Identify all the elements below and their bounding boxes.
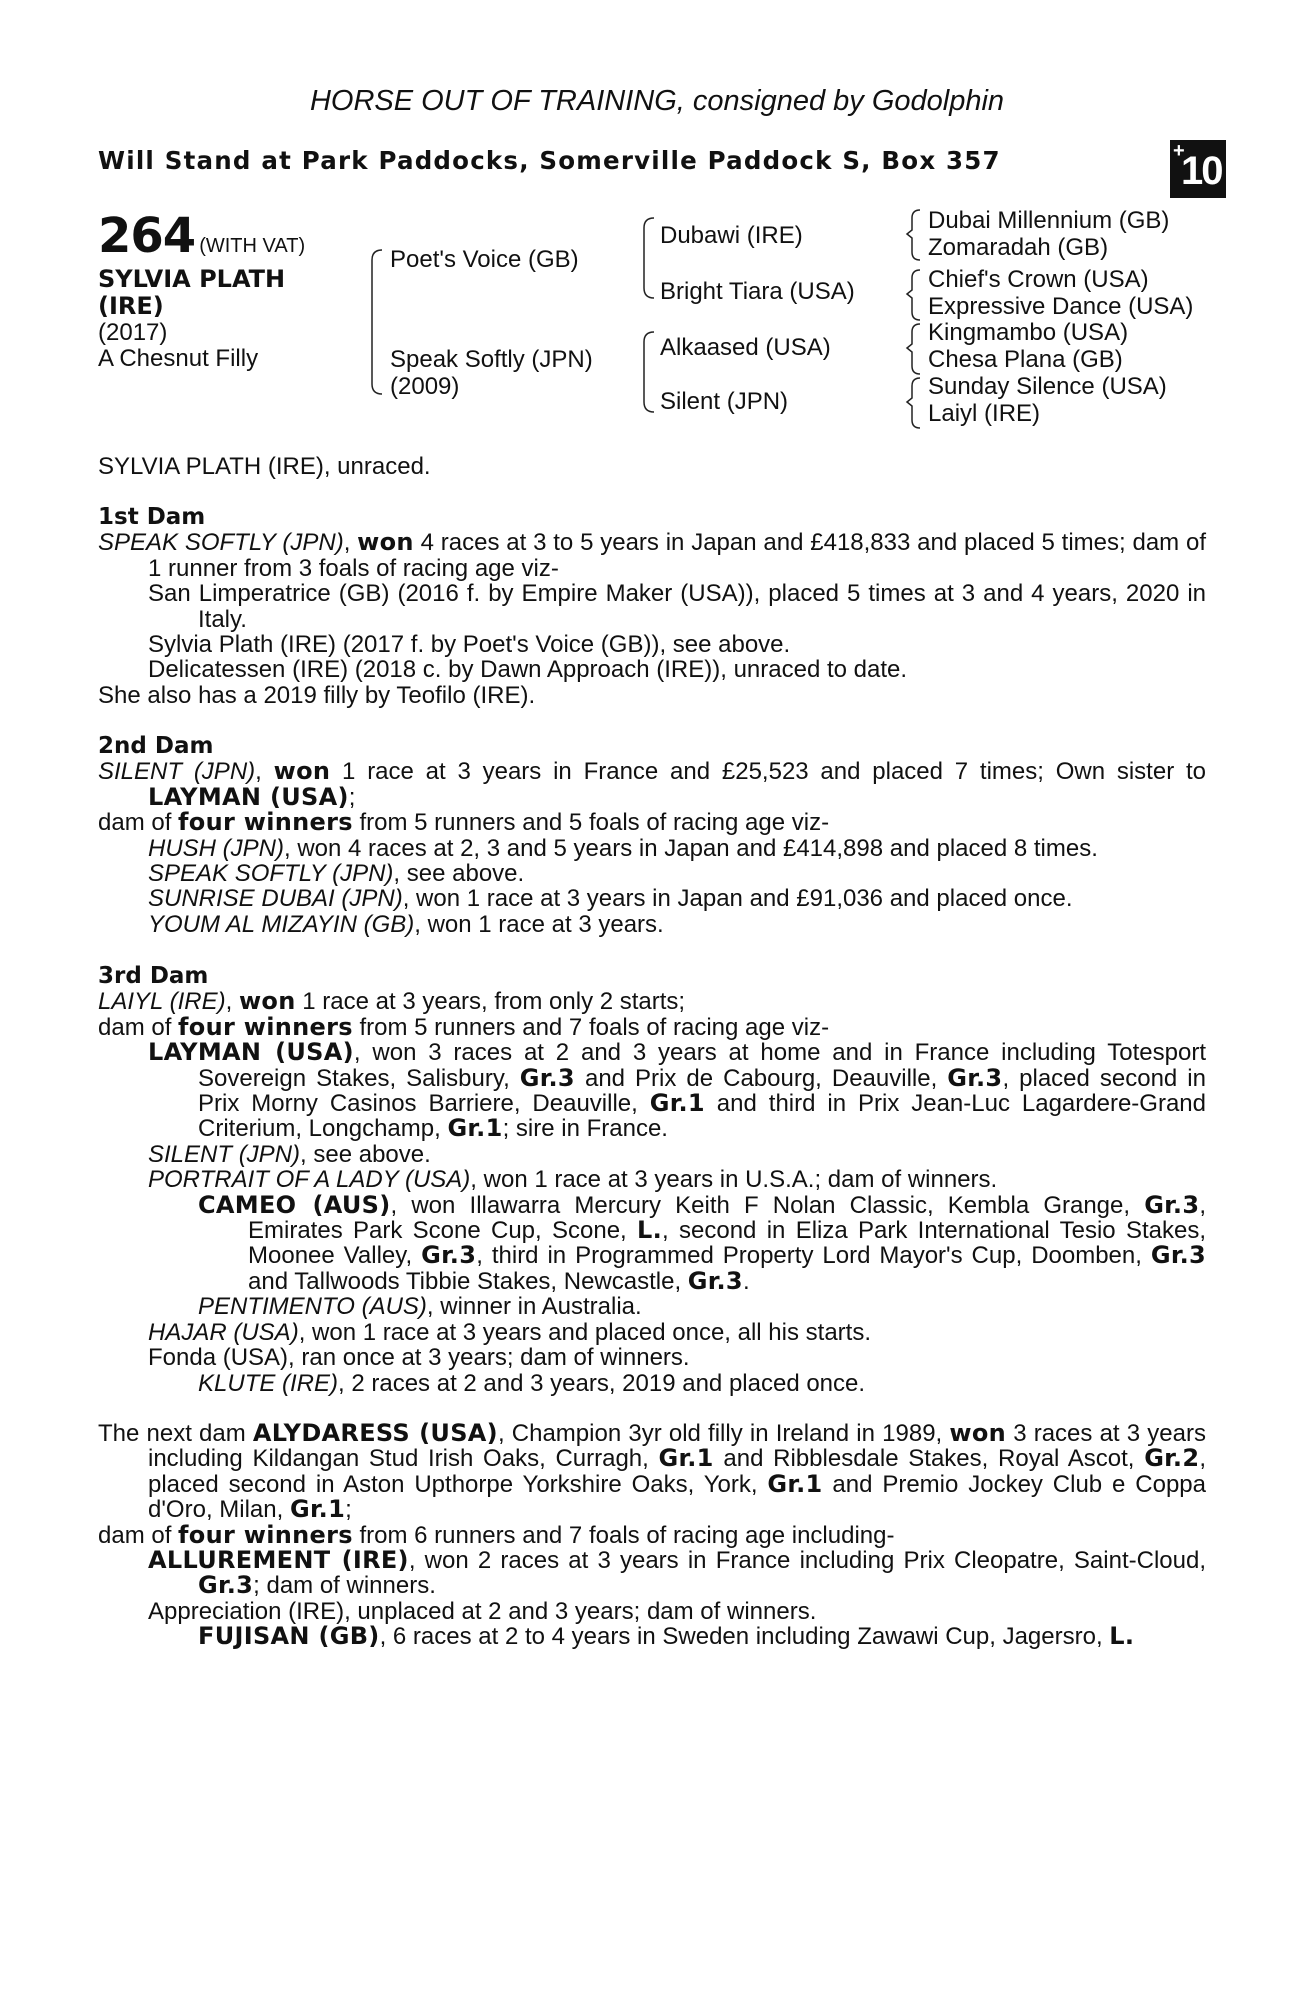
horse-description: A Chesnut Filly (98, 345, 259, 372)
grandsire-line-5: Kingmambo (USA) (928, 319, 1129, 346)
dam-sire: Alkaased (USA) (660, 334, 831, 361)
progeny-item: SILENT (JPN), see above. (148, 1140, 431, 1168)
dam-line-bracket (640, 330, 660, 414)
progeny-item: LAYMAN (USA), won 3 races at 2 and 3 years at home and in France including Totesport Sovereign Stakes, Salisbury, Gr.3 and Prix de Cabourg, Deauville, Gr.3, placed second in Prix Morny Casinos Barriere, Deauville, Gr.1 and third in Prix Jean-Luc Lagardere-Grand Criterium, Longchamp, Gr.1; sire in France. (148, 1038, 1207, 1143)
first-dam-record: SPEAK SOFTLY (JPN), won 4 races at 3 to 5 years in Japan and £418,833 and placed 5 times; dam of 1 runner from 3 foals of racing age viz- (98, 528, 1206, 582)
third-dam-produce: dam of four winners from 5 runners and 7 foals of racing age viz- (98, 1012, 830, 1041)
dam-dam: Silent (JPN) (660, 388, 789, 415)
sire-dam: Bright Tiara (USA) (660, 278, 855, 305)
lot-vat: (WITH VAT) (199, 235, 306, 257)
sire: Poet's Voice (GB) (390, 246, 579, 273)
grandsire-line-2: Zomaradah (GB) (928, 234, 1109, 261)
progeny-item: HAJAR (USA), won 1 race at 3 years and placed once, all his starts. (148, 1318, 871, 1346)
stand-location: Will Stand at Park Paddocks, Somerville Paddock S, Box 357 (98, 146, 1001, 175)
next-dam-record: The next dam ALYDARESS (USA), Champion 3yr old filly in Ireland in 1989, won 3 races at 3 years including Kildangan Stud Irish Oaks, Curragh, Gr.1 and Ribblesdale Stakes, Royal Ascot, Gr.2, placed second in Aston Upthorpe Yorkshire Oaks, York, Gr.1 and Premio Jockey Club e Coppa d'Oro, Milan, Gr.1; (98, 1419, 1206, 1524)
second-dam-produce: dam of four winners from 5 runners and 5 foals of racing age viz- (98, 808, 830, 837)
next-dam-section (98, 1421, 1206, 1650)
progeny-item: Delicatessen (IRE) (2018 c. by Dawn Approach (IRE)), unraced to date. (148, 656, 908, 684)
g-bracket-3 (906, 322, 926, 376)
grandsire-line-6: Chesa Plana (GB) (928, 346, 1123, 373)
grandsire-line-3: Chief's Crown (USA) (928, 266, 1149, 293)
progeny-item: Appreciation (IRE), unplaced at 2 and 3 years; dam of winners. (148, 1597, 817, 1625)
third-dam-section (98, 964, 1206, 1396)
lot-number: 264 (98, 208, 196, 264)
progeny-item: Sylvia Plath (IRE) (2017 f. by Poet's Voice (GB)), see above. (148, 631, 791, 659)
second-dam-heading: 2nd Dam (98, 733, 214, 759)
progeny-item: YOUM AL MIZAYIN (GB), won 1 race at 3 years. (148, 910, 664, 938)
dam: Speak Softly (JPN) (390, 346, 593, 373)
dam-year: (2009) (390, 373, 460, 400)
next-dam-produce: dam of four winners from 6 runners and 7 foals of racing age including- (98, 1520, 895, 1549)
first-dam-heading: 1st Dam (98, 504, 206, 530)
sire-line-bracket (640, 216, 660, 300)
grandsire-line-7: Sunday Silence (USA) (928, 373, 1167, 400)
foaling-year: (2017) (98, 319, 168, 346)
progeny-item: SUNRISE DUBAI (JPN), won 1 race at 3 years in Japan and £91,036 and placed once. (148, 885, 1073, 913)
second-dam-record: SILENT (JPN), won 1 race at 3 years in France and £25,523 and placed 7 times; Own sister to LAYMAN (USA); (98, 757, 1206, 811)
sire-sire: Dubawi (IRE) (660, 222, 803, 249)
progeny-item: PENTIMENTO (AUS), winner in Australia. (198, 1293, 642, 1321)
race-summary: SYLVIA PLATH (IRE), unraced. (98, 453, 431, 480)
consignment-title: HORSE OUT OF TRAINING, consigned by Godolphin (309, 85, 1005, 117)
badge-plus: + (1173, 140, 1185, 162)
progeny-item: SPEAK SOFTLY (JPN), see above. (148, 860, 525, 888)
g-bracket-1 (906, 208, 926, 262)
progeny-item: FUJISAN (GB), 6 races at 2 to 4 years in Sweden including Zawawi Cup, Jagersro, L. (198, 1622, 1135, 1651)
g-bracket-4 (906, 376, 926, 430)
progeny-item: ALLUREMENT (IRE), won 2 races at 3 years in France including Prix Cleopatre, Saint-Cloud, Gr.3; dam of winners. (148, 1546, 1206, 1600)
lot-info (98, 210, 305, 372)
third-dam-heading: 3rd Dam (98, 963, 209, 989)
progeny-item: CAMEO (AUS), won Illawarra Mercury Keith F Nolan Classic, Kembla Grange, Gr.3, Emirates Park Scone Cup, Scone, L., second in Eliza Park International Tesio Stakes, Moonee Valley, Gr.3, third in Programmed Property Lord Mayor's Cup, Doomben, Gr.3 and Tallwoods Tibbie Stakes, Newcastle, Gr.3. (198, 1190, 1207, 1295)
grandsire-line-4: Expressive Dance (USA) (928, 293, 1194, 320)
first-dam-note: She also has a 2019 filly by Teofilo (IRE). (98, 681, 536, 709)
sire-dam-bracket (368, 248, 388, 396)
horse-name: SYLVIA PLATH (IRE) (98, 265, 286, 320)
progeny-item: San Limperatrice (GB) (2016 f. by Empire Maker (USA)), placed 5 times at 3 and 4 years, 2020 in Italy. (148, 580, 1206, 633)
badge-number: 10 (1181, 149, 1222, 193)
progeny-item: KLUTE (IRE), 2 races at 2 and 3 years, 2019 and placed once. (198, 1369, 866, 1397)
first-dam-section (98, 505, 1206, 708)
second-dam-section (98, 734, 1206, 937)
third-dam-record: LAIYL (IRE), won 1 race at 3 years, from only 2 starts; (98, 987, 686, 1016)
grandsire-line-1: Dubai Millennium (GB) (928, 207, 1170, 234)
progeny-item: PORTRAIT OF A LADY (USA), won 1 race at 3 years in U.S.A.; dam of winners. (148, 1166, 998, 1194)
grandsire-line-8: Laiyl (IRE) (928, 400, 1041, 427)
progeny-item: HUSH (JPN), won 4 races at 2, 3 and 5 years in Japan and £414,898 and placed 8 times. (148, 834, 1098, 862)
g-bracket-2 (906, 268, 926, 322)
progeny-item: Fonda (USA), ran once at 3 years; dam of winners. (148, 1344, 690, 1372)
ten-plus-badge (1170, 140, 1226, 198)
